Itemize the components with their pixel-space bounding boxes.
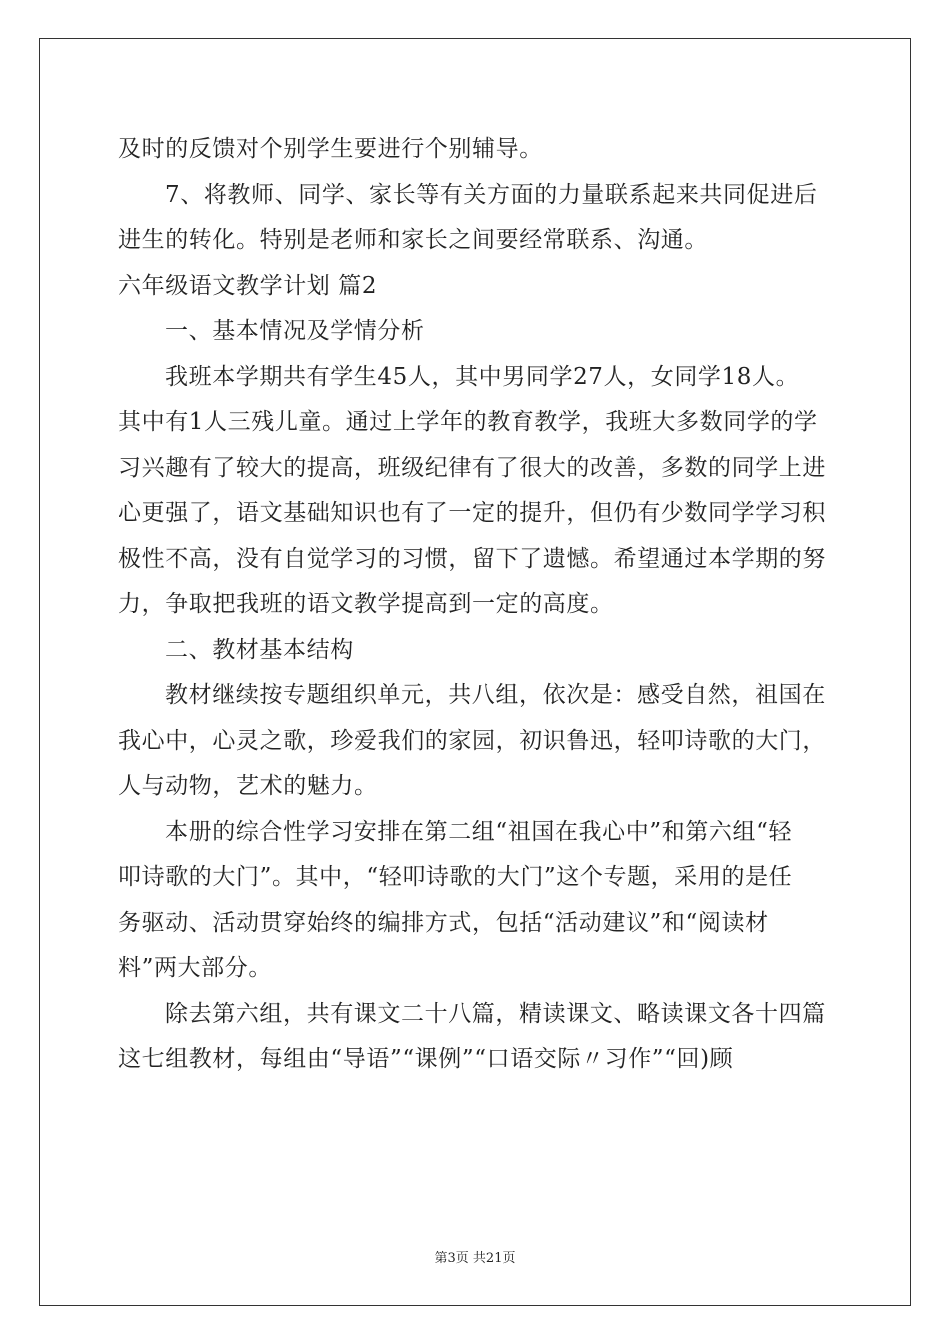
- text-line: 其中有1人三残儿童。通过上学年的教育教学，我班大多数同学的学: [118, 409, 818, 435]
- text-line: 我心中，心灵之歌，珍爱我们的家园，初识鲁迅，轻叩诗歌的大门，: [118, 727, 826, 754]
- text-line: 力，争取把我班的语文教学提高到一定的高度。: [118, 591, 614, 617]
- text-line: 叩诗歌的大门”。其中，“轻叩诗歌的大门”这个专题，采用的是任: [118, 864, 793, 890]
- paragraph-line: 本册的综合性学习安排在第二组“祖国在我心中”和第六组“轻: [165, 818, 793, 845]
- text-line: 料”两大部分。: [118, 955, 272, 981]
- paragraph-line: 我班本学期共有学生45人，其中男同学27人，女同学18人。: [165, 363, 800, 390]
- text-line: 极性不高，没有自觉学习的习惯，留下了遗憾。希望通过本学期的努: [118, 545, 826, 572]
- text-line: 这七组教材，每组由“导语”“课例”“口语交际〃习作”“回)顾: [118, 1046, 734, 1072]
- subheading: 二、教材基本结构: [165, 636, 354, 663]
- subheading: 一、基本情况及学情分析: [165, 318, 425, 344]
- paragraph-line: 除去第六组，共有课文二十八篇，精读课文、略读课文各十四篇: [165, 1000, 826, 1027]
- text-line: 人与动物，艺术的魅力。: [118, 773, 378, 799]
- paragraph-line: 7、将教师、同学、家长等有关方面的力量联系起来共同促进后: [165, 181, 818, 208]
- document-body: [118, 127, 832, 1083]
- text-line: 及时的反馈对个别学生要进行个别辅导。: [118, 136, 543, 162]
- paragraph-line: 教材继续按专题组织单元，共八组，依次是：感受自然，祖国在: [165, 682, 826, 708]
- text-line: 进生的转化。特别是老师和家长之间要经常联系、沟通。: [118, 227, 708, 253]
- text-line: 心更强了，语文基础知识也有了一定的提升，但仍有少数同学学习积: [118, 500, 826, 526]
- text-line: 习兴趣有了较大的提高，班级纪律有了很大的改善，多数的同学上进: [118, 454, 826, 481]
- page-number: 第3页 共21页: [434, 1251, 516, 1266]
- section-title: 六年级语文教学计划 篇2: [118, 272, 378, 299]
- text-line: 务驱动、活动贯穿始终的编排方式，包括“活动建议”和“阅读材: [118, 909, 769, 936]
